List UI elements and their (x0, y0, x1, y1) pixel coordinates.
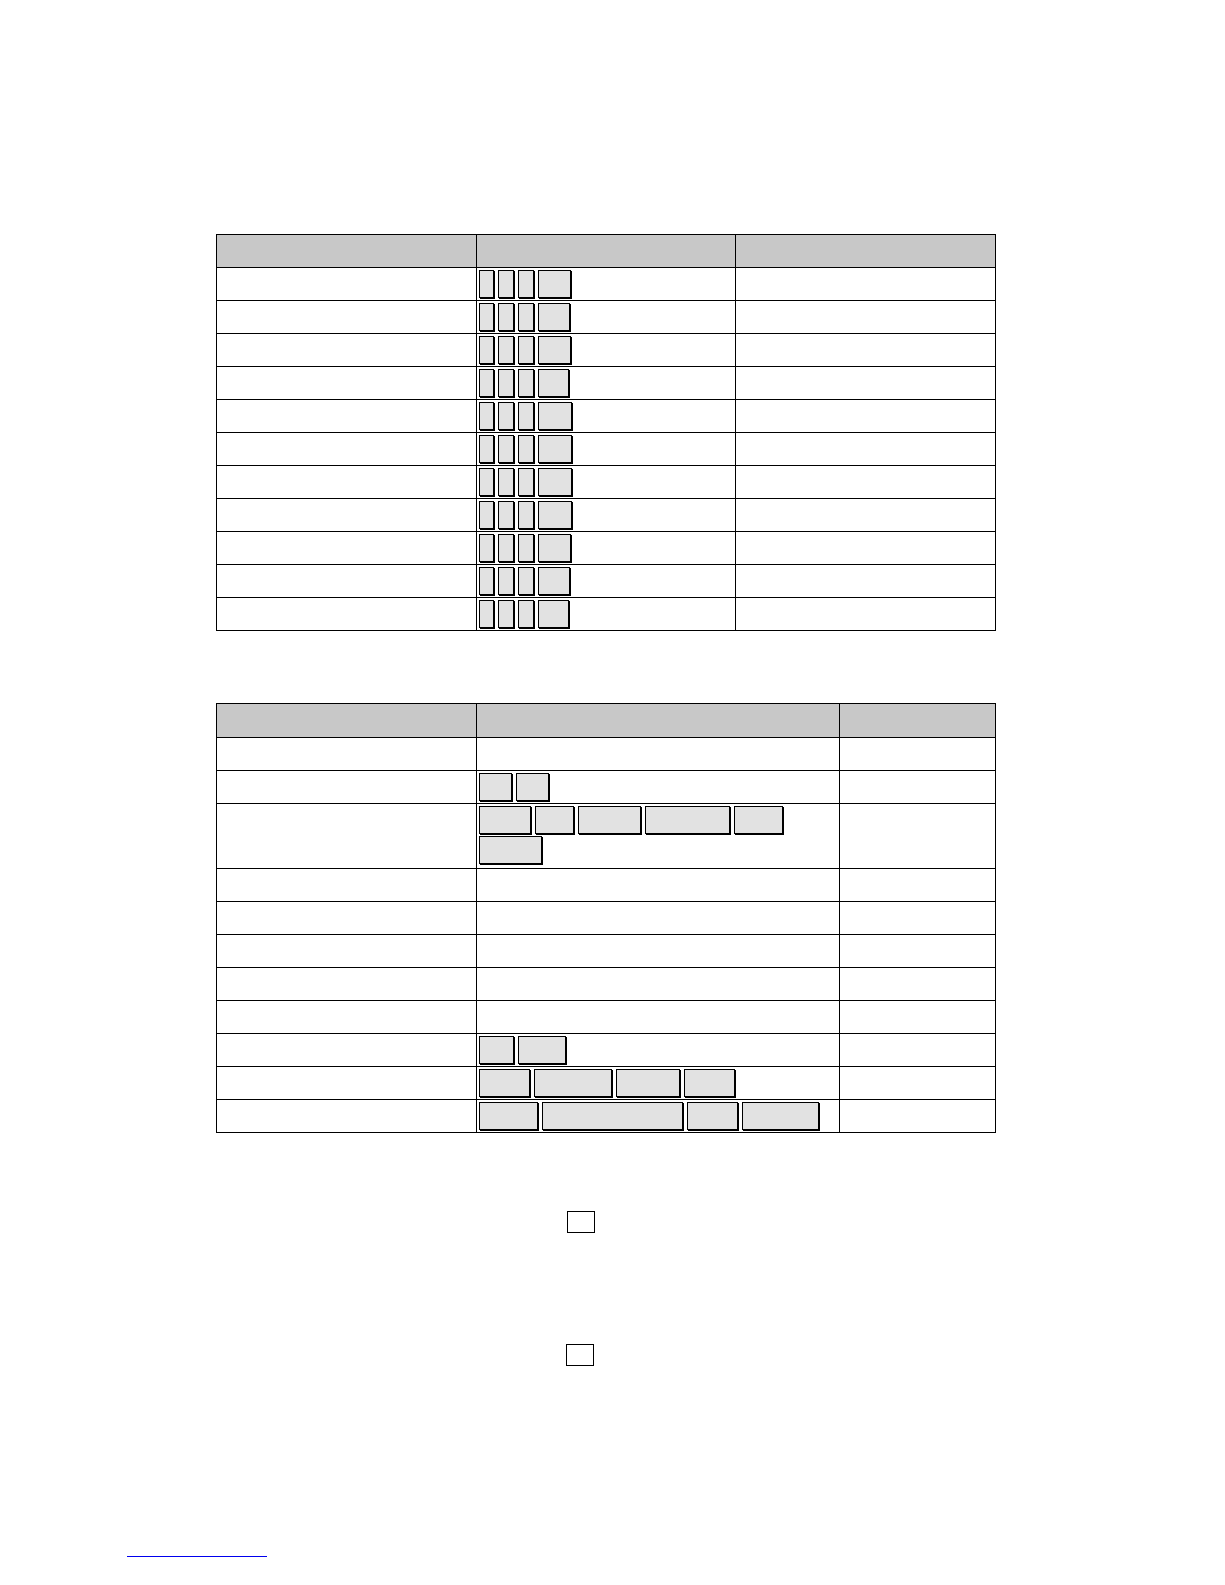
table-cell (217, 1067, 477, 1100)
table-row (217, 1034, 996, 1067)
table-2 (216, 703, 996, 1133)
table-cell (217, 433, 477, 466)
checkbox-field[interactable] (566, 1344, 594, 1366)
form-field-chip[interactable] (479, 369, 494, 397)
table-cell (217, 1001, 477, 1034)
table-row (217, 334, 996, 367)
footnote-separator (127, 1556, 267, 1557)
chip-cell (477, 532, 736, 565)
table-cell (840, 935, 996, 968)
table-cell (217, 935, 477, 968)
table-cell (840, 902, 996, 935)
table-cell (736, 400, 996, 433)
form-field-chip[interactable] (498, 402, 514, 430)
table-row (217, 367, 996, 400)
table-row (217, 1100, 996, 1133)
form-field-chip[interactable] (479, 567, 494, 595)
form-field-chip[interactable] (538, 336, 571, 364)
table-2-header-cell (840, 704, 996, 738)
table-row (217, 532, 996, 565)
form-field-chip[interactable] (479, 1102, 538, 1130)
form-field-chip[interactable] (498, 501, 514, 529)
table-row (217, 1067, 996, 1100)
table-cell (840, 1034, 996, 1067)
table-cell (736, 433, 996, 466)
form-field-chip[interactable] (518, 270, 534, 298)
form-field-chip[interactable] (498, 336, 514, 364)
table-row (217, 935, 996, 968)
form-field-chip[interactable] (542, 1102, 683, 1130)
chip-cell (477, 499, 736, 532)
form-field-chip[interactable] (479, 1069, 530, 1097)
chip-cell (477, 334, 736, 367)
table-row (217, 869, 996, 902)
chip-cell (477, 968, 840, 1001)
chip-cell (477, 1001, 840, 1034)
table-1-header-row (217, 235, 996, 268)
form-field-chip[interactable] (538, 534, 571, 562)
table-cell (736, 532, 996, 565)
form-field-chip[interactable] (479, 501, 494, 529)
chip-cell (477, 869, 840, 902)
form-field-chip[interactable] (684, 1069, 735, 1097)
table-cell (217, 268, 477, 301)
table-1-header-cell (477, 235, 736, 268)
form-field-chip[interactable] (479, 534, 494, 562)
form-field-chip[interactable] (538, 501, 572, 529)
chip-cell (477, 738, 840, 771)
form-field-chip[interactable] (538, 600, 569, 628)
form-field-chip[interactable] (538, 435, 572, 463)
form-field-chip[interactable] (498, 567, 514, 595)
form-field-chip[interactable] (479, 336, 494, 364)
form-field-chip[interactable] (645, 806, 730, 834)
table-cell (840, 869, 996, 902)
table-1-header-cell (217, 235, 477, 268)
table-row (217, 804, 996, 869)
form-field-chip[interactable] (479, 402, 494, 430)
checkbox-field[interactable] (567, 1211, 595, 1233)
form-field-chip[interactable] (578, 806, 641, 834)
form-field-chip[interactable] (479, 836, 542, 864)
form-field-chip[interactable] (538, 270, 571, 298)
table-cell (217, 598, 477, 631)
form-field-chip[interactable] (518, 303, 534, 331)
chip-cell (477, 1100, 840, 1133)
table-row (217, 565, 996, 598)
form-field-chip[interactable] (498, 303, 514, 331)
form-field-chip[interactable] (535, 806, 574, 834)
table-cell (840, 1067, 996, 1100)
form-field-chip[interactable] (498, 435, 514, 463)
table-row (217, 301, 996, 334)
table-cell (217, 738, 477, 771)
form-field-chip[interactable] (498, 369, 514, 397)
table-cell (736, 565, 996, 598)
chip-cell (477, 935, 840, 968)
form-field-chip[interactable] (518, 369, 534, 397)
table-row (217, 598, 996, 631)
table-cell (840, 968, 996, 1001)
table-cell (840, 1001, 996, 1034)
table-cell (217, 771, 477, 804)
table-cell (217, 466, 477, 499)
chip-cell (477, 301, 736, 334)
chip-cell (477, 400, 736, 433)
form-field-chip[interactable] (518, 435, 534, 463)
table-cell (736, 598, 996, 631)
form-field-chip[interactable] (518, 567, 534, 595)
form-field-chip[interactable] (498, 270, 514, 298)
table-row (217, 1001, 996, 1034)
chip-cell (477, 433, 736, 466)
form-field-chip[interactable] (734, 806, 783, 834)
chip-cell (477, 804, 840, 869)
table-cell (217, 499, 477, 532)
chip-cell (477, 268, 736, 301)
table-cell (736, 367, 996, 400)
table-cell (217, 367, 477, 400)
form-field-chip[interactable] (538, 468, 572, 496)
form-field-chip[interactable] (518, 402, 534, 430)
table-cell (217, 400, 477, 433)
chip-cell (477, 771, 840, 804)
form-field-chip[interactable] (518, 1036, 566, 1064)
form-field-chip[interactable] (516, 773, 549, 801)
table-cell (736, 301, 996, 334)
form-field-chip[interactable] (538, 369, 569, 397)
chip-cell (477, 902, 840, 935)
table-1 (216, 234, 996, 631)
form-field-chip[interactable] (479, 303, 494, 331)
chip-cell (477, 1034, 840, 1067)
table-row (217, 968, 996, 1001)
form-field-chip[interactable] (538, 402, 572, 430)
table-cell (217, 1034, 477, 1067)
form-field-chip[interactable] (498, 600, 514, 628)
form-field-chip[interactable] (687, 1102, 738, 1130)
table-cell (217, 869, 477, 902)
form-field-chip[interactable] (534, 1069, 612, 1097)
chip-cell (477, 466, 736, 499)
chip-cell (477, 367, 736, 400)
table-cell (736, 268, 996, 301)
form-field-chip[interactable] (538, 303, 570, 331)
table-row (217, 771, 996, 804)
form-field-chip[interactable] (518, 534, 534, 562)
table-cell (736, 499, 996, 532)
form-field-chip[interactable] (518, 600, 534, 628)
table-cell (217, 334, 477, 367)
form-field-chip[interactable] (498, 534, 514, 562)
form-field-chip[interactable] (479, 468, 494, 496)
table-row (217, 400, 996, 433)
chip-cell (477, 1067, 840, 1100)
table-cell (840, 1100, 996, 1133)
chip-cell (477, 565, 736, 598)
table-cell (217, 532, 477, 565)
table-cell (840, 804, 996, 869)
form-field-chip[interactable] (498, 468, 514, 496)
form-field-chip[interactable] (518, 501, 534, 529)
form-field-chip[interactable] (479, 435, 494, 463)
table-row (217, 902, 996, 935)
table-row (217, 738, 996, 771)
table-cell (736, 334, 996, 367)
form-field-chip[interactable] (479, 600, 494, 628)
table-row (217, 499, 996, 532)
form-field-chip[interactable] (479, 806, 531, 834)
chip-cell (477, 598, 736, 631)
table-row (217, 466, 996, 499)
table-cell (217, 301, 477, 334)
table-2-header-row (217, 704, 996, 738)
form-field-chip[interactable] (518, 336, 534, 364)
table-cell (217, 968, 477, 1001)
form-field-chip[interactable] (616, 1069, 680, 1097)
form-field-chip[interactable] (742, 1102, 819, 1130)
table-cell (840, 738, 996, 771)
table-cell (736, 466, 996, 499)
table-cell (217, 565, 477, 598)
table-cell (217, 902, 477, 935)
table-row (217, 268, 996, 301)
form-field-chip[interactable] (479, 773, 512, 801)
table-cell (217, 1100, 477, 1133)
table-2-header-cell (217, 704, 477, 738)
table-1-header-cell (736, 235, 996, 268)
form-field-chip[interactable] (518, 468, 534, 496)
table-cell (840, 771, 996, 804)
form-field-chip[interactable] (479, 270, 494, 298)
table-row (217, 433, 996, 466)
table-cell (217, 804, 477, 869)
form-field-chip[interactable] (479, 1036, 514, 1064)
table-2-header-cell (477, 704, 840, 738)
form-field-chip[interactable] (538, 567, 570, 595)
